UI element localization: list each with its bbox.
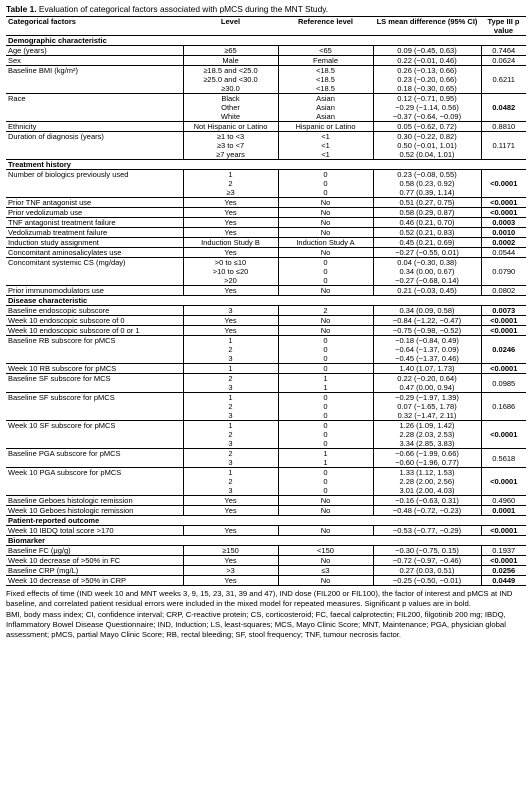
reference-level-cell: No — [278, 526, 373, 536]
p-value-cell: 0.5618 — [481, 449, 526, 468]
reference-level-cell: 0 — [278, 267, 373, 276]
p-value-cell: 0.0985 — [481, 374, 526, 393]
footnote-abbreviations: BMI, body mass index; CI, confidence interval; CRP, C-reactive protein; CS, corticosteroid; FC, faecal calprotectin; FIL200, filgotinib 200 mg; IBDQ, Inflammatory Bowel Disease Questionnaire; IND, Induction; LS, least-squares; MCS, Mayo Clinic Score; MNT, Maintenance; PGA, physician global assessment; pMCS, partial Mayo Clinic Score; RB, rectal bleeding; SF, stool frequency; TNF, tumour necrosis factor. — [6, 610, 506, 639]
factor-name: Baseline CRP (mg/L) — [6, 566, 183, 576]
factor-name: Induction study assignment — [6, 238, 183, 248]
ls-mean-cell: −0.27 (−0.68, 0.14) — [395, 276, 459, 285]
table-row — [6, 238, 526, 248]
p-value-cell: 0.1686 — [481, 393, 526, 421]
ls-mean-cell: 3.01 (2.00, 4.03) — [399, 486, 455, 495]
reference-level-cell: <1 — [278, 132, 373, 142]
reference-level-cell: 0 — [278, 170, 373, 180]
table-row — [6, 170, 526, 180]
level-cell: Yes — [183, 576, 278, 586]
ls-mean-cell: 0.04 (−0.30, 0.38) — [397, 258, 457, 267]
table-row — [6, 364, 526, 374]
ls-mean-cell: 0.58 (0.23, 0.92) — [399, 179, 455, 188]
ls-mean-cell: −0.27 (−0.55, 0.01) — [373, 248, 481, 258]
header-reference-level: Reference level — [278, 17, 373, 36]
ls-mean-cell: 0.51 (0.27, 0.75) — [373, 198, 481, 208]
level-cell: Yes — [183, 326, 278, 336]
ls-mean-cell: 2.28 (2.00, 2.56) — [399, 477, 455, 486]
factor-name: Concomitant aminosalicylates use — [6, 248, 183, 258]
ls-mean-cell: 0.23 (−0.20, 0.66) — [397, 75, 457, 84]
reference-level-cell: Female — [278, 56, 373, 66]
level-cell: Yes — [183, 228, 278, 238]
ls-mean-cell: −0.60 (−1.96, 0.77) — [395, 458, 459, 467]
table-row — [6, 449, 526, 459]
ls-mean-cell: −0.48 (−0.72, −0.23) — [373, 506, 481, 516]
table-footnotes — [6, 589, 526, 640]
ls-mean-cell: 3.34 (2.85, 3.83) — [399, 439, 455, 448]
level-cell: ≥150 — [183, 546, 278, 556]
factor-name: Concomitant systemic CS (mg/day) — [6, 258, 183, 286]
reference-level-cell: <18.5 — [278, 66, 373, 76]
factor-name: Week 10 Geboes histologic remission — [6, 506, 183, 516]
ls-mean-cell: 1.33 (1.12, 1.53) — [373, 468, 481, 478]
ls-mean-cell: 0.47 (0.00, 0.94) — [399, 383, 455, 392]
ls-mean-cell: 0.09 (−0.45, 0.63) — [373, 46, 481, 56]
ls-mean-cell: −0.29 (−1.97, 1.39) — [373, 393, 481, 403]
ls-mean-cell: −0.45 (−1.37, 0.46) — [395, 354, 459, 363]
factors-table — [6, 16, 526, 586]
p-value-cell: 0.0001 — [481, 506, 526, 516]
level-cell: ≥3 — [183, 188, 278, 198]
level-cell: 2 — [183, 402, 278, 411]
table-row — [6, 496, 526, 506]
table-row — [6, 556, 526, 566]
table-row — [6, 248, 526, 258]
reference-level-cell: Hispanic or Latino — [278, 122, 373, 132]
ls-mean-cell: −0.64 (−1.37, 0.09) — [395, 345, 459, 354]
header-ls-mean-difference: LS mean difference (95% CI) — [373, 17, 481, 36]
p-value-cell: <0.0001 — [481, 556, 526, 566]
p-value-cell: 0.0802 — [481, 286, 526, 296]
level-cell: 2 — [183, 345, 278, 354]
table-header-row — [6, 17, 526, 36]
table-row — [6, 316, 526, 326]
ls-mean-cell: −0.30 (−0.75, 0.15) — [373, 546, 481, 556]
reference-level-cell: 0 — [278, 258, 373, 267]
level-cell: Black — [183, 94, 278, 104]
factor-name: Week 10 IBDQ total score >170 — [6, 526, 183, 536]
section-header-row — [6, 160, 526, 170]
ls-mean-cell: 0.26 (−0.13, 0.66) — [373, 66, 481, 76]
level-cell: ≥65 — [183, 46, 278, 56]
reference-level-cell: No — [278, 198, 373, 208]
reference-level-cell: 1 — [278, 383, 373, 393]
p-value-cell: <0.0001 — [481, 198, 526, 208]
table-row — [6, 46, 526, 56]
p-value-cell: 0.0002 — [481, 238, 526, 248]
ls-mean-cell: 0.58 (0.29, 0.87) — [373, 208, 481, 218]
p-value-cell: <0.0001 — [481, 326, 526, 336]
reference-level-cell: Asian — [278, 103, 373, 112]
level-cell: 1 — [183, 421, 278, 431]
level-cell: >0 to ≤10 — [183, 258, 278, 267]
p-value-cell: <0.0001 — [481, 421, 526, 449]
section-header-row — [6, 296, 526, 306]
level-cell: 2 — [183, 477, 278, 486]
p-value-cell: 0.7464 — [481, 46, 526, 56]
table-row — [6, 198, 526, 208]
table-body — [6, 36, 526, 586]
table-row — [6, 336, 526, 346]
reference-level-cell: 0 — [278, 393, 373, 403]
section-title: Disease characteristic — [6, 296, 526, 306]
factor-name: Prior vedolizumab use — [6, 208, 183, 218]
level-cell: White — [183, 112, 278, 122]
reference-level-cell: Asian — [278, 112, 373, 122]
factor-name: Week 10 decrease of >50% in FC — [6, 556, 183, 566]
factor-name: Baseline SF subscore for MCS — [6, 374, 183, 393]
level-cell: 1 — [183, 468, 278, 478]
p-value-cell: 0.0544 — [481, 248, 526, 258]
reference-level-cell: <65 — [278, 46, 373, 56]
level-cell: Yes — [183, 316, 278, 326]
factor-name: Age (years) — [6, 46, 183, 56]
reference-level-cell: <18.5 — [278, 84, 373, 94]
reference-level-cell: 0 — [278, 486, 373, 496]
level-cell: 3 — [183, 439, 278, 449]
p-value-cell: 0.0482 — [481, 94, 526, 122]
level-cell: 2 — [183, 374, 278, 384]
factor-name: Prior immunomodulators use — [6, 286, 183, 296]
header-type-iii-p-value: Type III p value — [481, 17, 526, 36]
reference-level-cell: 0 — [278, 179, 373, 188]
factor-name: Baseline RB subscore for pMCS — [6, 336, 183, 364]
caption-label: Table 1. — [6, 4, 37, 14]
ls-mean-cell: 0.22 (−0.20, 0.64) — [373, 374, 481, 384]
table-row — [6, 526, 526, 536]
reference-level-cell: No — [278, 286, 373, 296]
reference-level-cell: 0 — [278, 439, 373, 449]
table-row — [6, 208, 526, 218]
p-value-cell: 0.6211 — [481, 66, 526, 94]
factor-name: Week 10 PGA subscore for pMCS — [6, 468, 183, 496]
footnote-model: Fixed effects of time (IND week 10 and MNT weeks 3, 9, 15, 23, 31, 39 and 47), IND dose (FIL200 or FIL100), the factor of interest and pMCS at IND baseline, and correlated patient residual errors were included in the mixed model for repeated measures. Significant p values are in bold. — [6, 589, 513, 608]
reference-level-cell: ≤3 — [278, 566, 373, 576]
reference-level-cell: <1 — [278, 150, 373, 160]
level-cell: Not Hispanic or Latino — [183, 122, 278, 132]
level-cell: Yes — [183, 556, 278, 566]
p-value-cell: 0.0256 — [481, 566, 526, 576]
ls-mean-cell: 1.26 (1.09, 1.42) — [373, 421, 481, 431]
reference-level-cell: No — [278, 208, 373, 218]
table-row — [6, 421, 526, 431]
ls-mean-cell: 2.28 (2.03, 2.53) — [399, 430, 455, 439]
table-row — [6, 228, 526, 238]
table-row — [6, 286, 526, 296]
level-cell: 1 — [183, 364, 278, 374]
level-cell: ≥25.0 and <30.0 — [183, 75, 278, 84]
reference-level-cell: 0 — [278, 477, 373, 486]
reference-level-cell: 0 — [278, 276, 373, 286]
table-row — [6, 326, 526, 336]
ls-mean-cell: 0.21 (−0.03, 0.45) — [373, 286, 481, 296]
ls-mean-cell: 0.52 (0.04, 1.01) — [399, 150, 455, 159]
factor-name: Week 10 endoscopic subscore of 0 — [6, 316, 183, 326]
level-cell: Yes — [183, 496, 278, 506]
reference-level-cell: <1 — [278, 141, 373, 150]
reference-level-cell: 0 — [278, 188, 373, 198]
ls-mean-cell: 0.46 (0.21, 0.70) — [373, 218, 481, 228]
reference-level-cell: No — [278, 326, 373, 336]
level-cell: Yes — [183, 198, 278, 208]
ls-mean-cell: 0.30 (−0.22, 0.82) — [373, 132, 481, 142]
ls-mean-cell: 0.18 (−0.30, 0.65) — [397, 84, 457, 93]
level-cell: 3 — [183, 383, 278, 393]
level-cell: 1 — [183, 336, 278, 346]
header-categorical-factors: Categorical factors — [6, 17, 183, 36]
level-cell: ≥18.5 and <25.0 — [183, 66, 278, 76]
table-row — [6, 374, 526, 384]
ls-mean-cell: −0.25 (−0.50, −0.01) — [373, 576, 481, 586]
ls-mean-cell: 0.34 (0.00, 0.67) — [399, 267, 455, 276]
factor-name: Ethnicity — [6, 122, 183, 132]
p-value-cell: 0.1171 — [481, 132, 526, 160]
reference-level-cell: No — [278, 248, 373, 258]
reference-level-cell: 1 — [278, 449, 373, 459]
p-value-cell: <0.0001 — [481, 526, 526, 536]
section-title: Demographic characteristic — [6, 36, 526, 46]
table-row — [6, 94, 526, 104]
level-cell: ≥1 to <3 — [183, 132, 278, 142]
reference-level-cell: 0 — [278, 468, 373, 478]
ls-mean-cell: 0.12 (−0.71, 0.95) — [373, 94, 481, 104]
section-header-row — [6, 536, 526, 546]
level-cell: 2 — [183, 449, 278, 459]
level-cell: Male — [183, 56, 278, 66]
ls-mean-cell: 0.27 (0.03, 0.51) — [373, 566, 481, 576]
level-cell: Yes — [183, 286, 278, 296]
table-row — [6, 576, 526, 586]
ls-mean-cell: −0.75 (−0.98, −0.52) — [373, 326, 481, 336]
table-row — [6, 132, 526, 142]
factor-name: Week 10 endoscopic subscore of 0 or 1 — [6, 326, 183, 336]
reference-level-cell: 1 — [278, 374, 373, 384]
ls-mean-cell: 0.34 (0.09, 0.58) — [373, 306, 481, 316]
table-row — [6, 66, 526, 76]
p-value-cell: 0.0010 — [481, 228, 526, 238]
reference-level-cell: No — [278, 556, 373, 566]
ls-mean-cell: 0.45 (0.21, 0.69) — [373, 238, 481, 248]
ls-mean-cell: 0.07 (−1.65, 1.78) — [397, 402, 457, 411]
level-cell: >3 — [183, 566, 278, 576]
reference-level-cell: 0 — [278, 345, 373, 354]
section-header-row — [6, 36, 526, 46]
ls-mean-cell: 0.32 (−1.47, 2.11) — [397, 411, 457, 420]
table-row — [6, 56, 526, 66]
p-value-cell: 0.1937 — [481, 546, 526, 556]
factor-name: Baseline endoscopic subscore — [6, 306, 183, 316]
level-cell: 2 — [183, 430, 278, 439]
section-title: Patient-reported outcome — [6, 516, 526, 526]
ls-mean-cell: 0.50 (−0.01, 1.01) — [397, 141, 457, 150]
ls-mean-cell: 0.22 (−0.01, 0.46) — [373, 56, 481, 66]
table-document — [6, 0, 526, 640]
table-row — [6, 566, 526, 576]
reference-level-cell: <150 — [278, 546, 373, 556]
factor-name: Baseline PGA subscore for pMCS — [6, 449, 183, 468]
ls-mean-cell: −0.66 (−1.99, 0.66) — [373, 449, 481, 459]
factor-name: Number of biologics previously used — [6, 170, 183, 198]
level-cell: Induction Study B — [183, 238, 278, 248]
table-row — [6, 546, 526, 556]
p-value-cell: 0.0003 — [481, 218, 526, 228]
p-value-cell: <0.0001 — [481, 316, 526, 326]
level-cell: Yes — [183, 218, 278, 228]
level-cell: 3 — [183, 354, 278, 364]
level-cell: >20 — [183, 276, 278, 286]
ls-mean-cell: −0.72 (−0.97, −0.46) — [373, 556, 481, 566]
p-value-cell: 0.0449 — [481, 576, 526, 586]
ls-mean-cell: 0.23 (−0.08, 0.55) — [373, 170, 481, 180]
level-cell: 3 — [183, 411, 278, 421]
factor-name: Week 10 SF subscore for pMCS — [6, 421, 183, 449]
reference-level-cell: No — [278, 228, 373, 238]
level-cell: Yes — [183, 526, 278, 536]
level-cell: 3 — [183, 486, 278, 496]
table-row — [6, 506, 526, 516]
p-value-cell: 0.0246 — [481, 336, 526, 364]
reference-level-cell: 0 — [278, 354, 373, 364]
p-value-cell: 0.8810 — [481, 122, 526, 132]
ls-mean-cell: 0.05 (−0.62, 0.72) — [373, 122, 481, 132]
ls-mean-cell: −0.37 (−0.64, −0.09) — [392, 112, 462, 121]
factor-name: Duration of diagnosis (years) — [6, 132, 183, 160]
level-cell: ≥3 to <7 — [183, 141, 278, 150]
section-title: Biomarker — [6, 536, 526, 546]
table-row — [6, 468, 526, 478]
section-title: Treatment history — [6, 160, 526, 170]
factor-name: Baseline FC (μg/g) — [6, 546, 183, 556]
reference-level-cell: No — [278, 218, 373, 228]
caption-text: Evaluation of categorical factors associated with pMCS during the MNT Study. — [36, 4, 329, 14]
level-cell: ≥7 years — [183, 150, 278, 160]
level-cell: >10 to ≤20 — [183, 267, 278, 276]
p-value-cell: 0.0073 — [481, 306, 526, 316]
factor-name: Sex — [6, 56, 183, 66]
p-value-cell: 0.0624 — [481, 56, 526, 66]
ls-mean-cell: −0.29 (−1.14, 0.56) — [395, 103, 459, 112]
p-value-cell: <0.0001 — [481, 170, 526, 198]
p-value-cell: <0.0001 — [481, 208, 526, 218]
section-header-row — [6, 516, 526, 526]
ls-mean-cell: 0.77 (0.39, 1.14) — [399, 188, 455, 197]
level-cell: Other — [183, 103, 278, 112]
reference-level-cell: Asian — [278, 94, 373, 104]
factor-name: TNF antagonist treatment failure — [6, 218, 183, 228]
reference-level-cell: No — [278, 316, 373, 326]
p-value-cell: <0.0001 — [481, 364, 526, 374]
reference-level-cell: No — [278, 576, 373, 586]
p-value-cell: <0.0001 — [481, 468, 526, 496]
reference-level-cell: 0 — [278, 411, 373, 421]
reference-level-cell: No — [278, 496, 373, 506]
level-cell: Yes — [183, 248, 278, 258]
level-cell: ≥30.0 — [183, 84, 278, 94]
ls-mean-cell: 0.52 (0.21, 0.83) — [373, 228, 481, 238]
reference-level-cell: 2 — [278, 306, 373, 316]
table-row — [6, 218, 526, 228]
reference-level-cell: 0 — [278, 430, 373, 439]
factor-name: Race — [6, 94, 183, 122]
ls-mean-cell: −0.18 (−0.84, 0.49) — [373, 336, 481, 346]
reference-level-cell: No — [278, 506, 373, 516]
ls-mean-cell: −0.53 (−0.77, −0.29) — [373, 526, 481, 536]
level-cell: Yes — [183, 506, 278, 516]
factor-name: Week 10 decrease of >50% in CRP — [6, 576, 183, 586]
reference-level-cell: 0 — [278, 421, 373, 431]
reference-level-cell: 0 — [278, 336, 373, 346]
level-cell: 2 — [183, 179, 278, 188]
level-cell: 3 — [183, 458, 278, 468]
table-row — [6, 122, 526, 132]
header-level: Level — [183, 17, 278, 36]
factor-name: Prior TNF antagonist use — [6, 198, 183, 208]
reference-level-cell: 1 — [278, 458, 373, 468]
factor-name: Vedolizumab treatment failure — [6, 228, 183, 238]
reference-level-cell: 0 — [278, 364, 373, 374]
p-value-cell: 0.4960 — [481, 496, 526, 506]
factor-name: Baseline Geboes histologic remission — [6, 496, 183, 506]
level-cell: 1 — [183, 170, 278, 180]
factor-name: Baseline BMI (kg/m²) — [6, 66, 183, 94]
reference-level-cell: <18.5 — [278, 75, 373, 84]
reference-level-cell: 0 — [278, 402, 373, 411]
level-cell: Yes — [183, 208, 278, 218]
ls-mean-cell: −0.84 (−1.22, −0.47) — [373, 316, 481, 326]
ls-mean-cell: −0.16 (−0.63, 0.31) — [373, 496, 481, 506]
table-caption — [6, 4, 526, 15]
p-value-cell: 0.0790 — [481, 258, 526, 286]
level-cell: 1 — [183, 393, 278, 403]
table-row — [6, 393, 526, 403]
reference-level-cell: Induction Study A — [278, 238, 373, 248]
factor-name: Baseline SF subscore for pMCS — [6, 393, 183, 421]
factor-name: Week 10 RB subscore for pMCS — [6, 364, 183, 374]
level-cell: 3 — [183, 306, 278, 316]
ls-mean-cell: 1.40 (1.07, 1.73) — [373, 364, 481, 374]
table-row — [6, 306, 526, 316]
